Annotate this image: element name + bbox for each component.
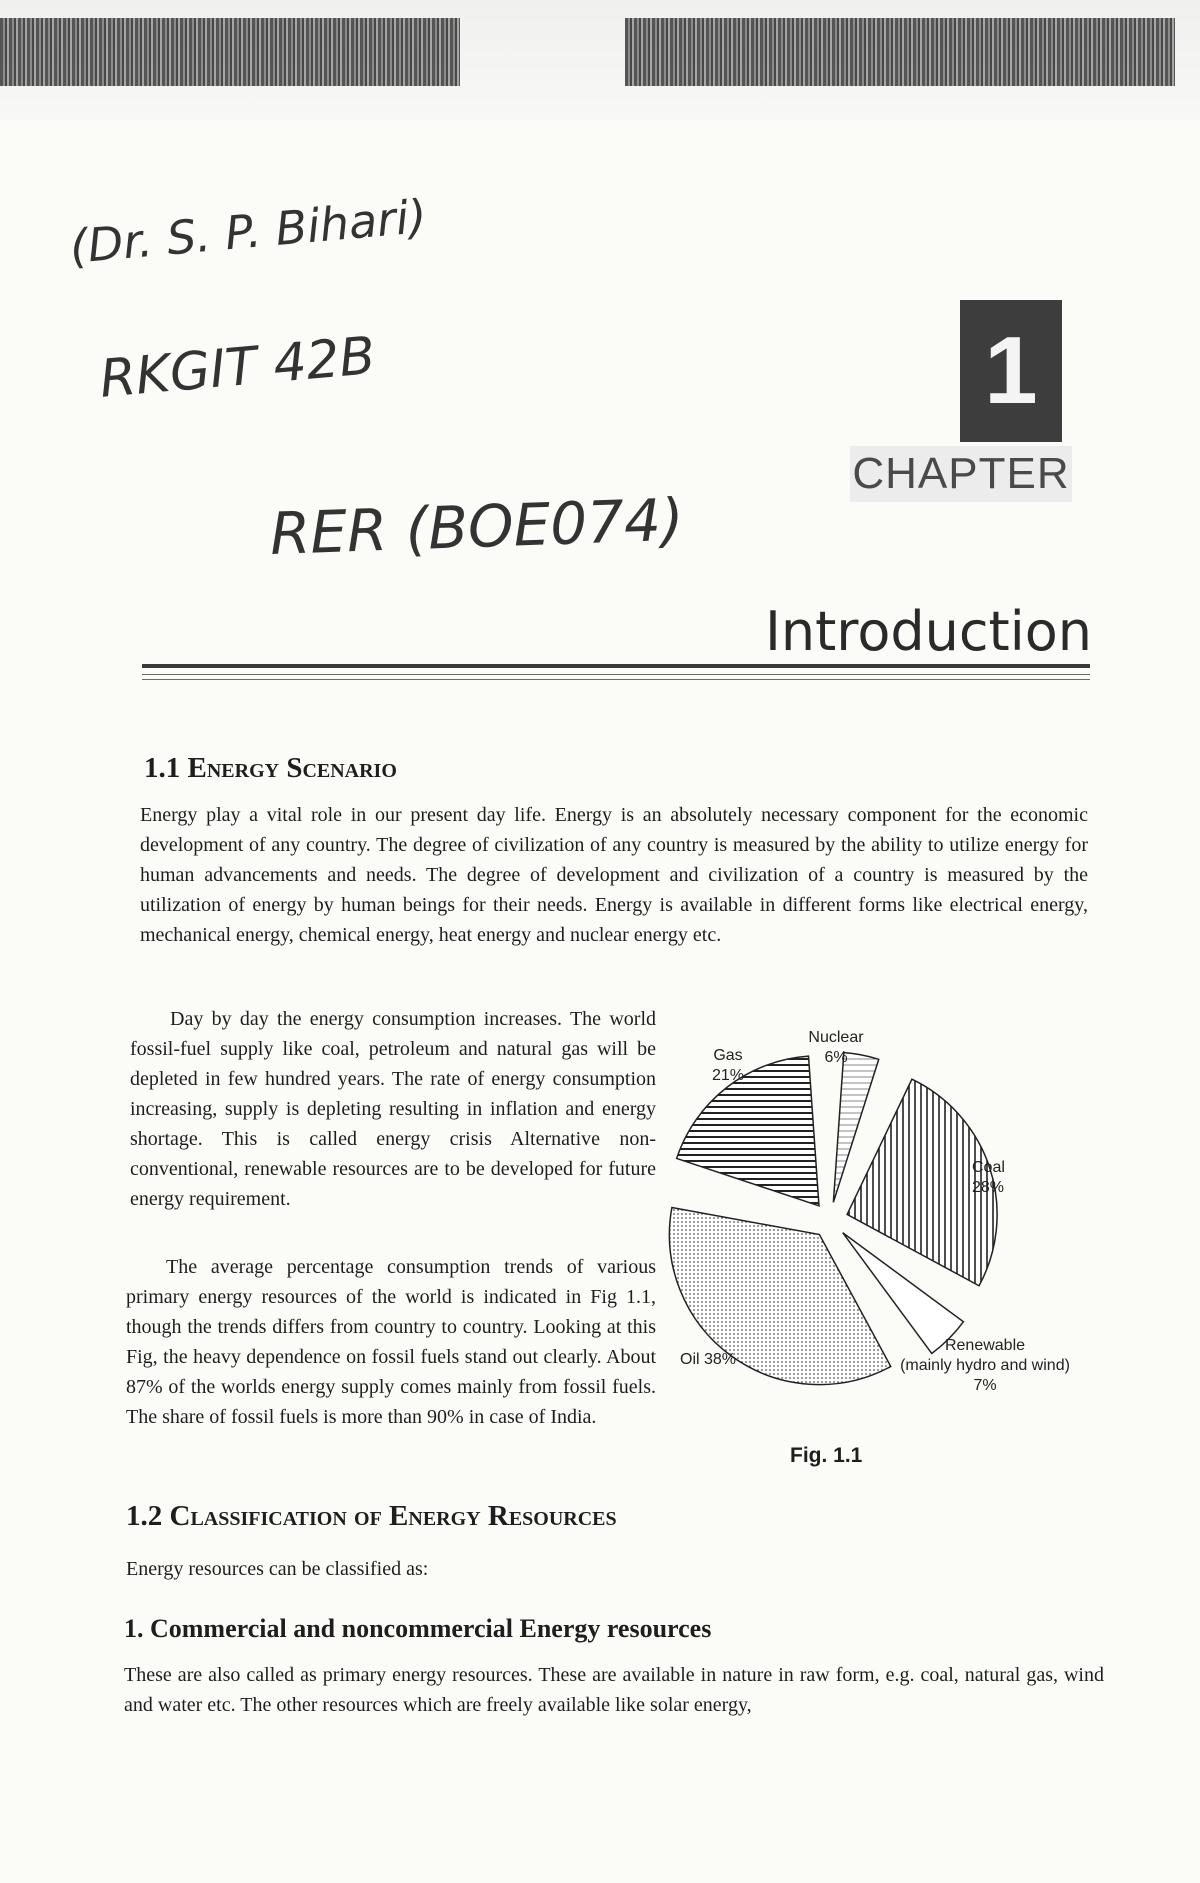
section-1-para-3: The average percentage consumption trends of various primary energy resources of the world is indicated in Fig 1.1, though the trends differs from country to country. Looking at this Fig, the heavy dependence on fossil fuels stand out clearly. About 87% of the worlds energy supply comes mainly from fossil fuels. The share of fossil fuels is more than 90% in case of India.: [126, 1256, 656, 1428]
scan-artifact-right: [625, 18, 1175, 86]
title-rule-thin: [142, 674, 1090, 675]
handwritten-code: RKGIT 42B: [97, 326, 378, 410]
figure-caption: Fig. 1.1: [790, 1444, 863, 1467]
section-2-heading: 1.2 Classification of Energy Resources: [126, 1500, 617, 1532]
handwritten-name: (Dr. S. P. Bihari): [67, 188, 429, 274]
subsection-1-heading: 1. Commercial and noncommercial Energy resources: [124, 1614, 712, 1643]
label-renewable-sub: (mainly hydro and wind): [900, 1357, 1070, 1374]
label-gas-pct: 21%: [711, 1067, 745, 1084]
energy-pie-chart: [660, 1020, 1100, 1420]
label-coal: Coal: [972, 1159, 1005, 1176]
label-renewable-pct: 7%: [973, 1377, 997, 1394]
label-oil: Oil 38%: [680, 1351, 737, 1368]
label-renewable: Renewable: [944, 1337, 1026, 1354]
slice-gas: [677, 1056, 819, 1206]
title-rule-thin-2: [142, 679, 1090, 680]
subsection-1-text: These are also called as primary energy resources. These are available in nature in raw form, e.g. coal, natural gas, wind and water etc. The other resources which are freely available like solar energy,: [124, 1664, 1104, 1716]
section-1-para-2: Day by day the energy consumption increases. The world fossil-fuel supply like coal, petroleum and natural gas will be depleted in few hundred years. The rate of energy consumption increasing, supply is depleting resulting in inflation and energy shortage. This is called energy crisis Alternative non-conventional, renewable resources are to be developed for future energy requirement.: [130, 1008, 656, 1210]
label-nuclear-pct: 6%: [824, 1049, 848, 1066]
scan-artifact-left: [0, 18, 460, 86]
handwritten-course: RER (BOE074): [268, 485, 685, 568]
title-rule: [142, 664, 1090, 668]
label-coal-pct: 28%: [972, 1179, 1005, 1196]
chapter-title: Introduction: [764, 600, 1092, 663]
section-2-intro: Energy resources can be classified as:: [126, 1558, 429, 1580]
section-1-heading: 1.1 Energy Scenario: [144, 752, 397, 784]
section-1-para-1: Energy play a vital role in our present day life. Energy is an absolutely necessary component for the economic development of any country. The degree of civilization of any country is measured by the ability to utilize energy for human advancements and needs. The degree of development and civilization of a country is measured by the utilization of energy by human beings for their needs. Energy is available in different forms like electrical energy, mechanical energy, chemical energy, heat energy and nuclear energy etc.: [140, 804, 1088, 946]
label-gas: Gas: [713, 1047, 743, 1064]
label-nuclear: Nuclear: [808, 1029, 864, 1046]
chapter-label: CHAPTER: [850, 446, 1072, 502]
chapter-number: 1: [960, 300, 1062, 442]
